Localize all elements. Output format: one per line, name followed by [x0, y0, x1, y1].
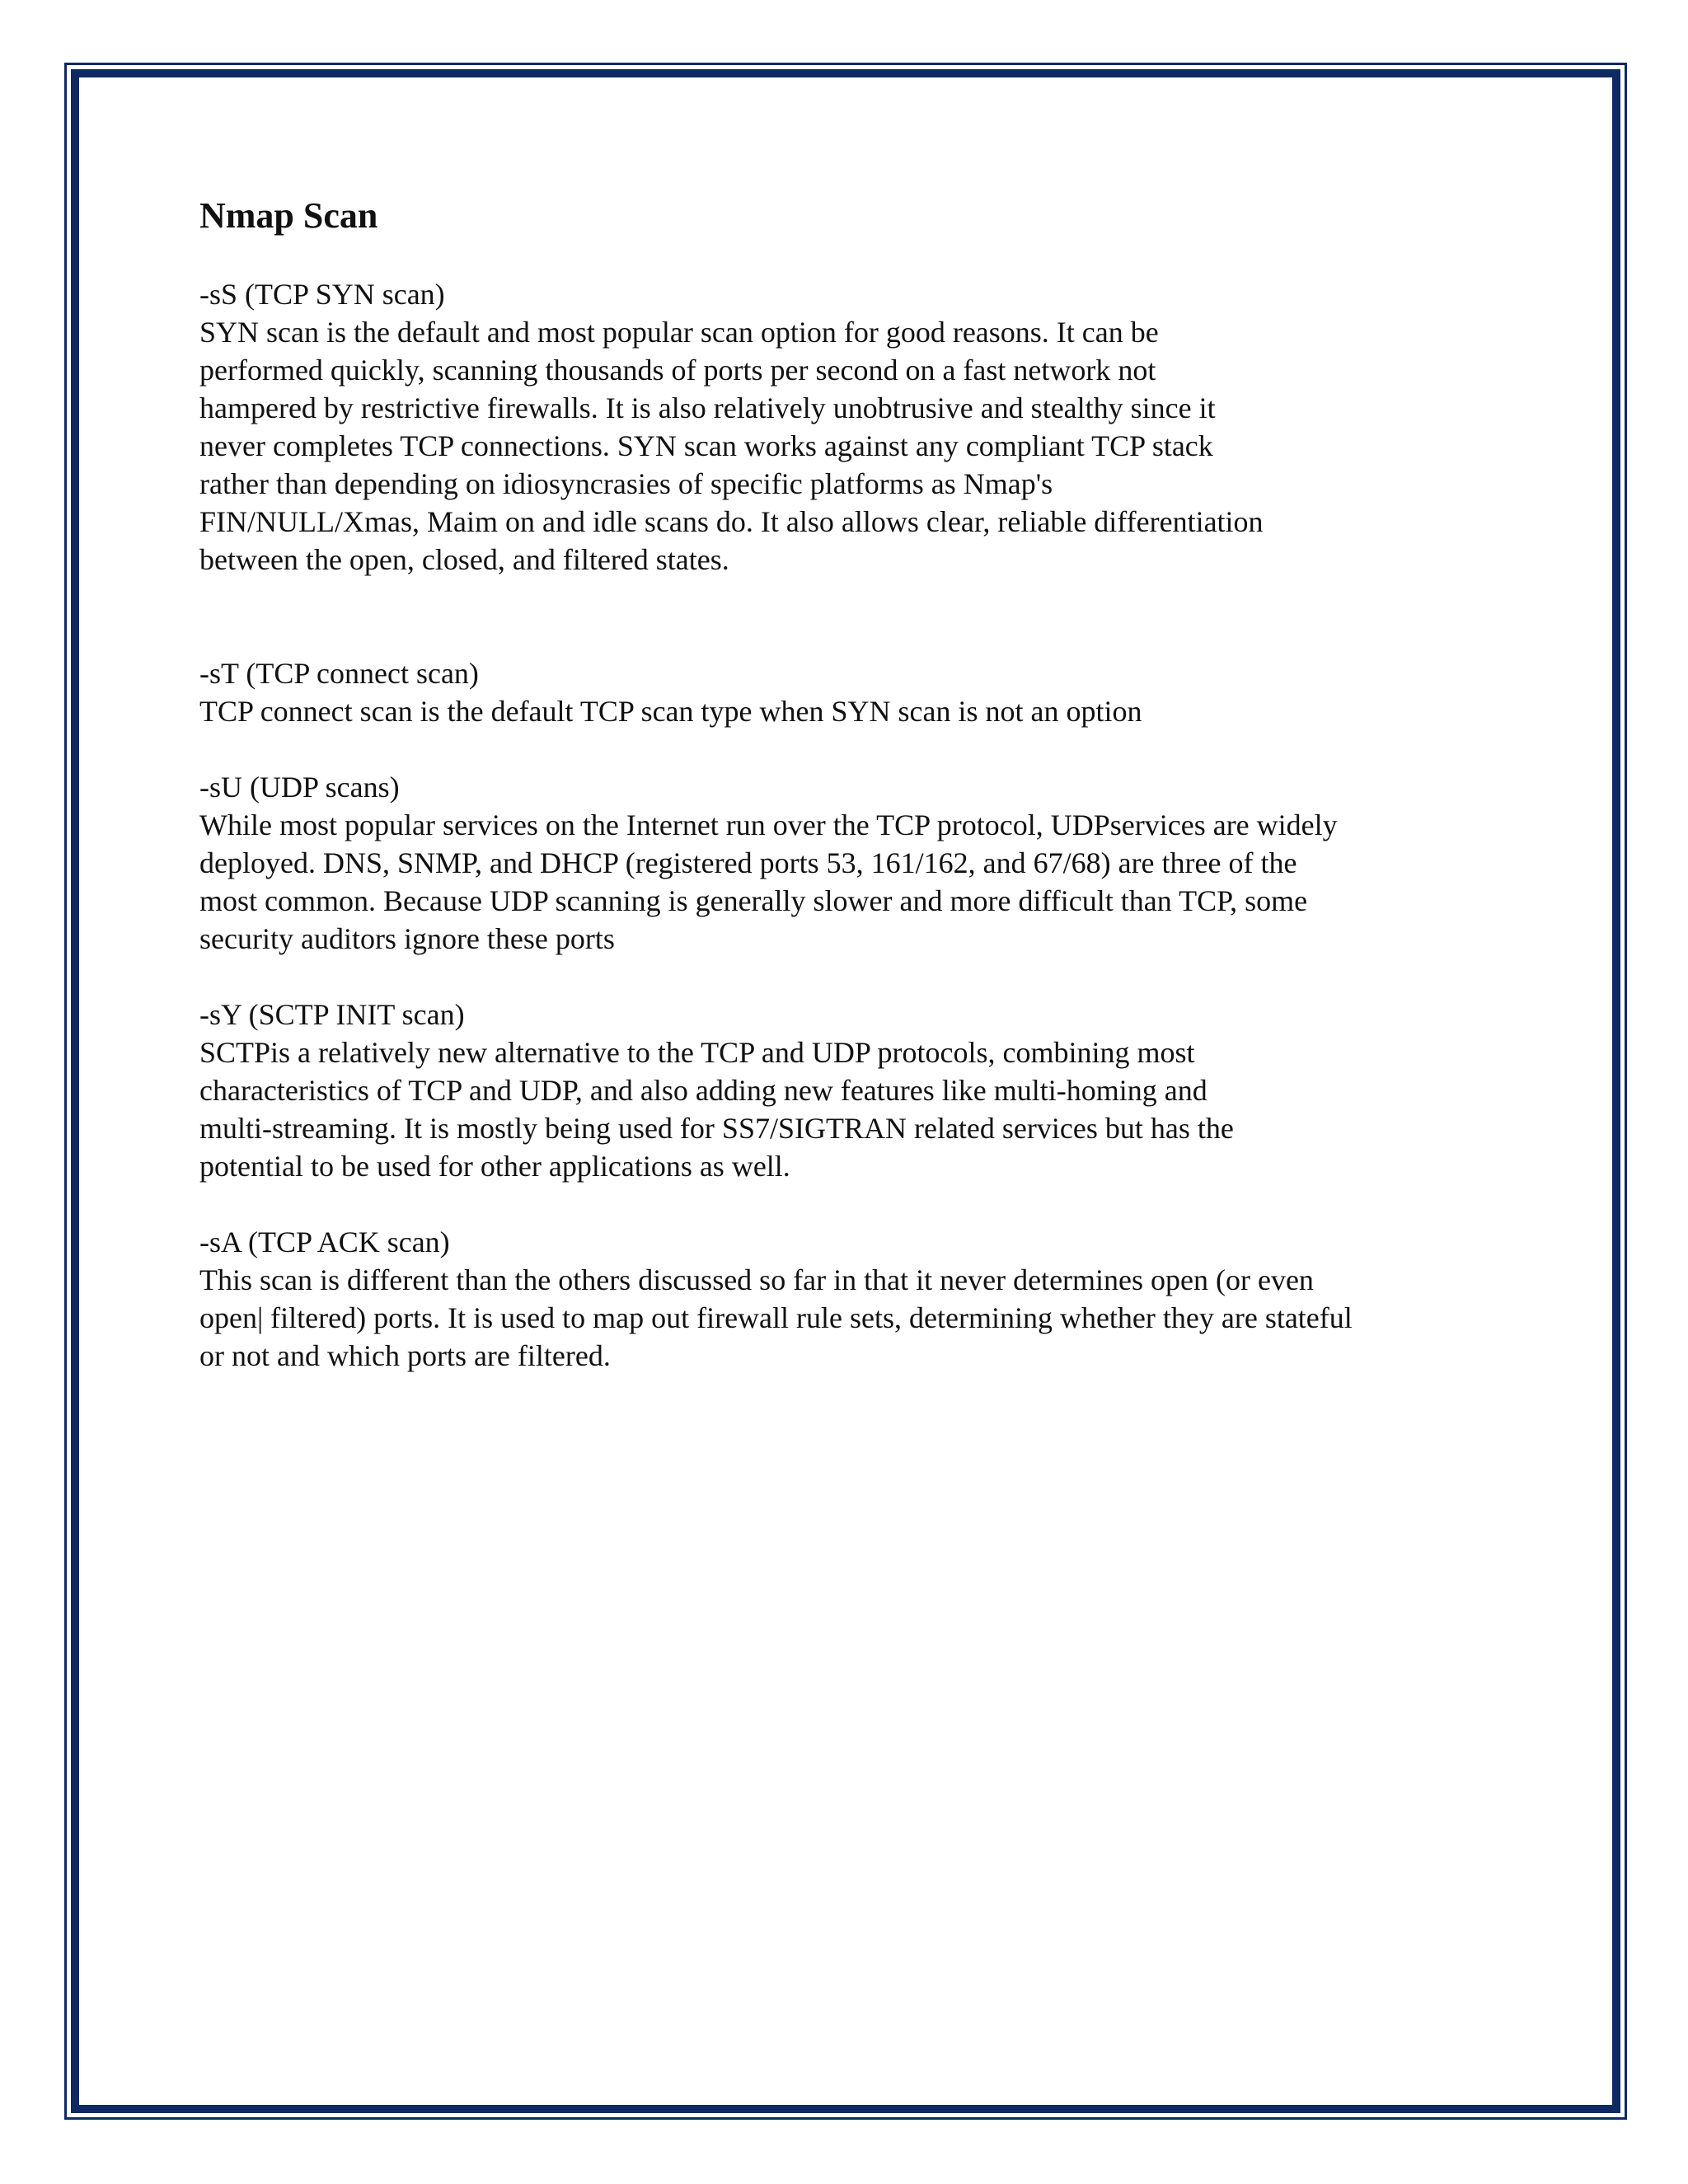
body-line: multi-streaming. It is mostly being used for SS7/SIGTRAN related services but has the: [199, 1112, 1234, 1145]
section-connect-scan: [199, 654, 1485, 730]
section-heading: -sA (TCP ACK scan): [199, 1226, 450, 1258]
body-line: characteristics of TCP and UDP, and also adding new features like multi-homing and: [199, 1074, 1207, 1107]
section-spacer: [199, 1185, 1485, 1223]
body-line: between the open, closed, and filtered states.: [199, 543, 729, 576]
body-line: security auditors ignore these ports: [199, 922, 615, 955]
body-line: performed quickly, scanning thousands of ports per second on a fast network not: [199, 354, 1156, 387]
body-line: rather than depending on idiosyncrasies of specific platforms as Nmap's: [199, 467, 1053, 500]
section-spacer: [199, 958, 1485, 996]
section-sctp-init-scan: [199, 996, 1485, 1185]
body-line: potential to be used for other applications as well.: [199, 1150, 790, 1183]
body-line: never completes TCP connections. SYN scan works against any compliant TCP stack: [199, 429, 1213, 462]
body-line: SYN scan is the default and most popular scan option for good reasons. It can be: [199, 316, 1159, 349]
body-line: or not and which ports are filtered.: [199, 1339, 611, 1372]
body-line: open| filtered) ports. It is used to map out firewall rule sets, determining whether they are stateful: [199, 1301, 1353, 1334]
section-spacer: [199, 579, 1485, 654]
body-line: TCP connect scan is the default TCP scan type when SYN scan is not an option: [199, 695, 1142, 728]
section-spacer: [199, 730, 1485, 768]
section-body: [199, 1261, 1485, 1375]
section-heading: -sY (SCTP INIT scan): [199, 998, 465, 1031]
body-line: most common. Because UDP scanning is generally slower and more difficult than TCP, some: [199, 884, 1308, 917]
section-ack-scan: [199, 1223, 1485, 1375]
page-title: Nmap Scan: [199, 195, 378, 236]
body-line: While most popular services on the Internet run over the TCP protocol, UDPservices are widely: [199, 808, 1338, 841]
body-line: This scan is different than the others discussed so far in that it never determines open (or even: [199, 1263, 1314, 1296]
section-udp-scan: [199, 768, 1485, 958]
section-heading: -sT (TCP connect scan): [199, 657, 479, 690]
document-content: [199, 191, 1485, 1375]
section-heading: -sS (TCP SYN scan): [199, 278, 445, 311]
section-body: [199, 806, 1485, 958]
section-body: [199, 313, 1485, 579]
section-body: [199, 1033, 1485, 1185]
body-line: deployed. DNS, SNMP, and DHCP (registered ports 53, 161/162, and 67/68) are three of the: [199, 846, 1297, 879]
body-line: FIN/NULL/Xmas, Maim on and idle scans do. It also allows clear, reliable differentiation: [199, 505, 1264, 538]
section-body: [199, 692, 1485, 730]
section-heading: -sU (UDP scans): [199, 771, 400, 804]
section-syn-scan: [199, 275, 1485, 579]
body-line: hampered by restrictive firewalls. It is also relatively unobtrusive and stealthy since it: [199, 391, 1216, 424]
body-line: SCTPis a relatively new alternative to the TCP and UDP protocols, combining most: [199, 1036, 1195, 1069]
